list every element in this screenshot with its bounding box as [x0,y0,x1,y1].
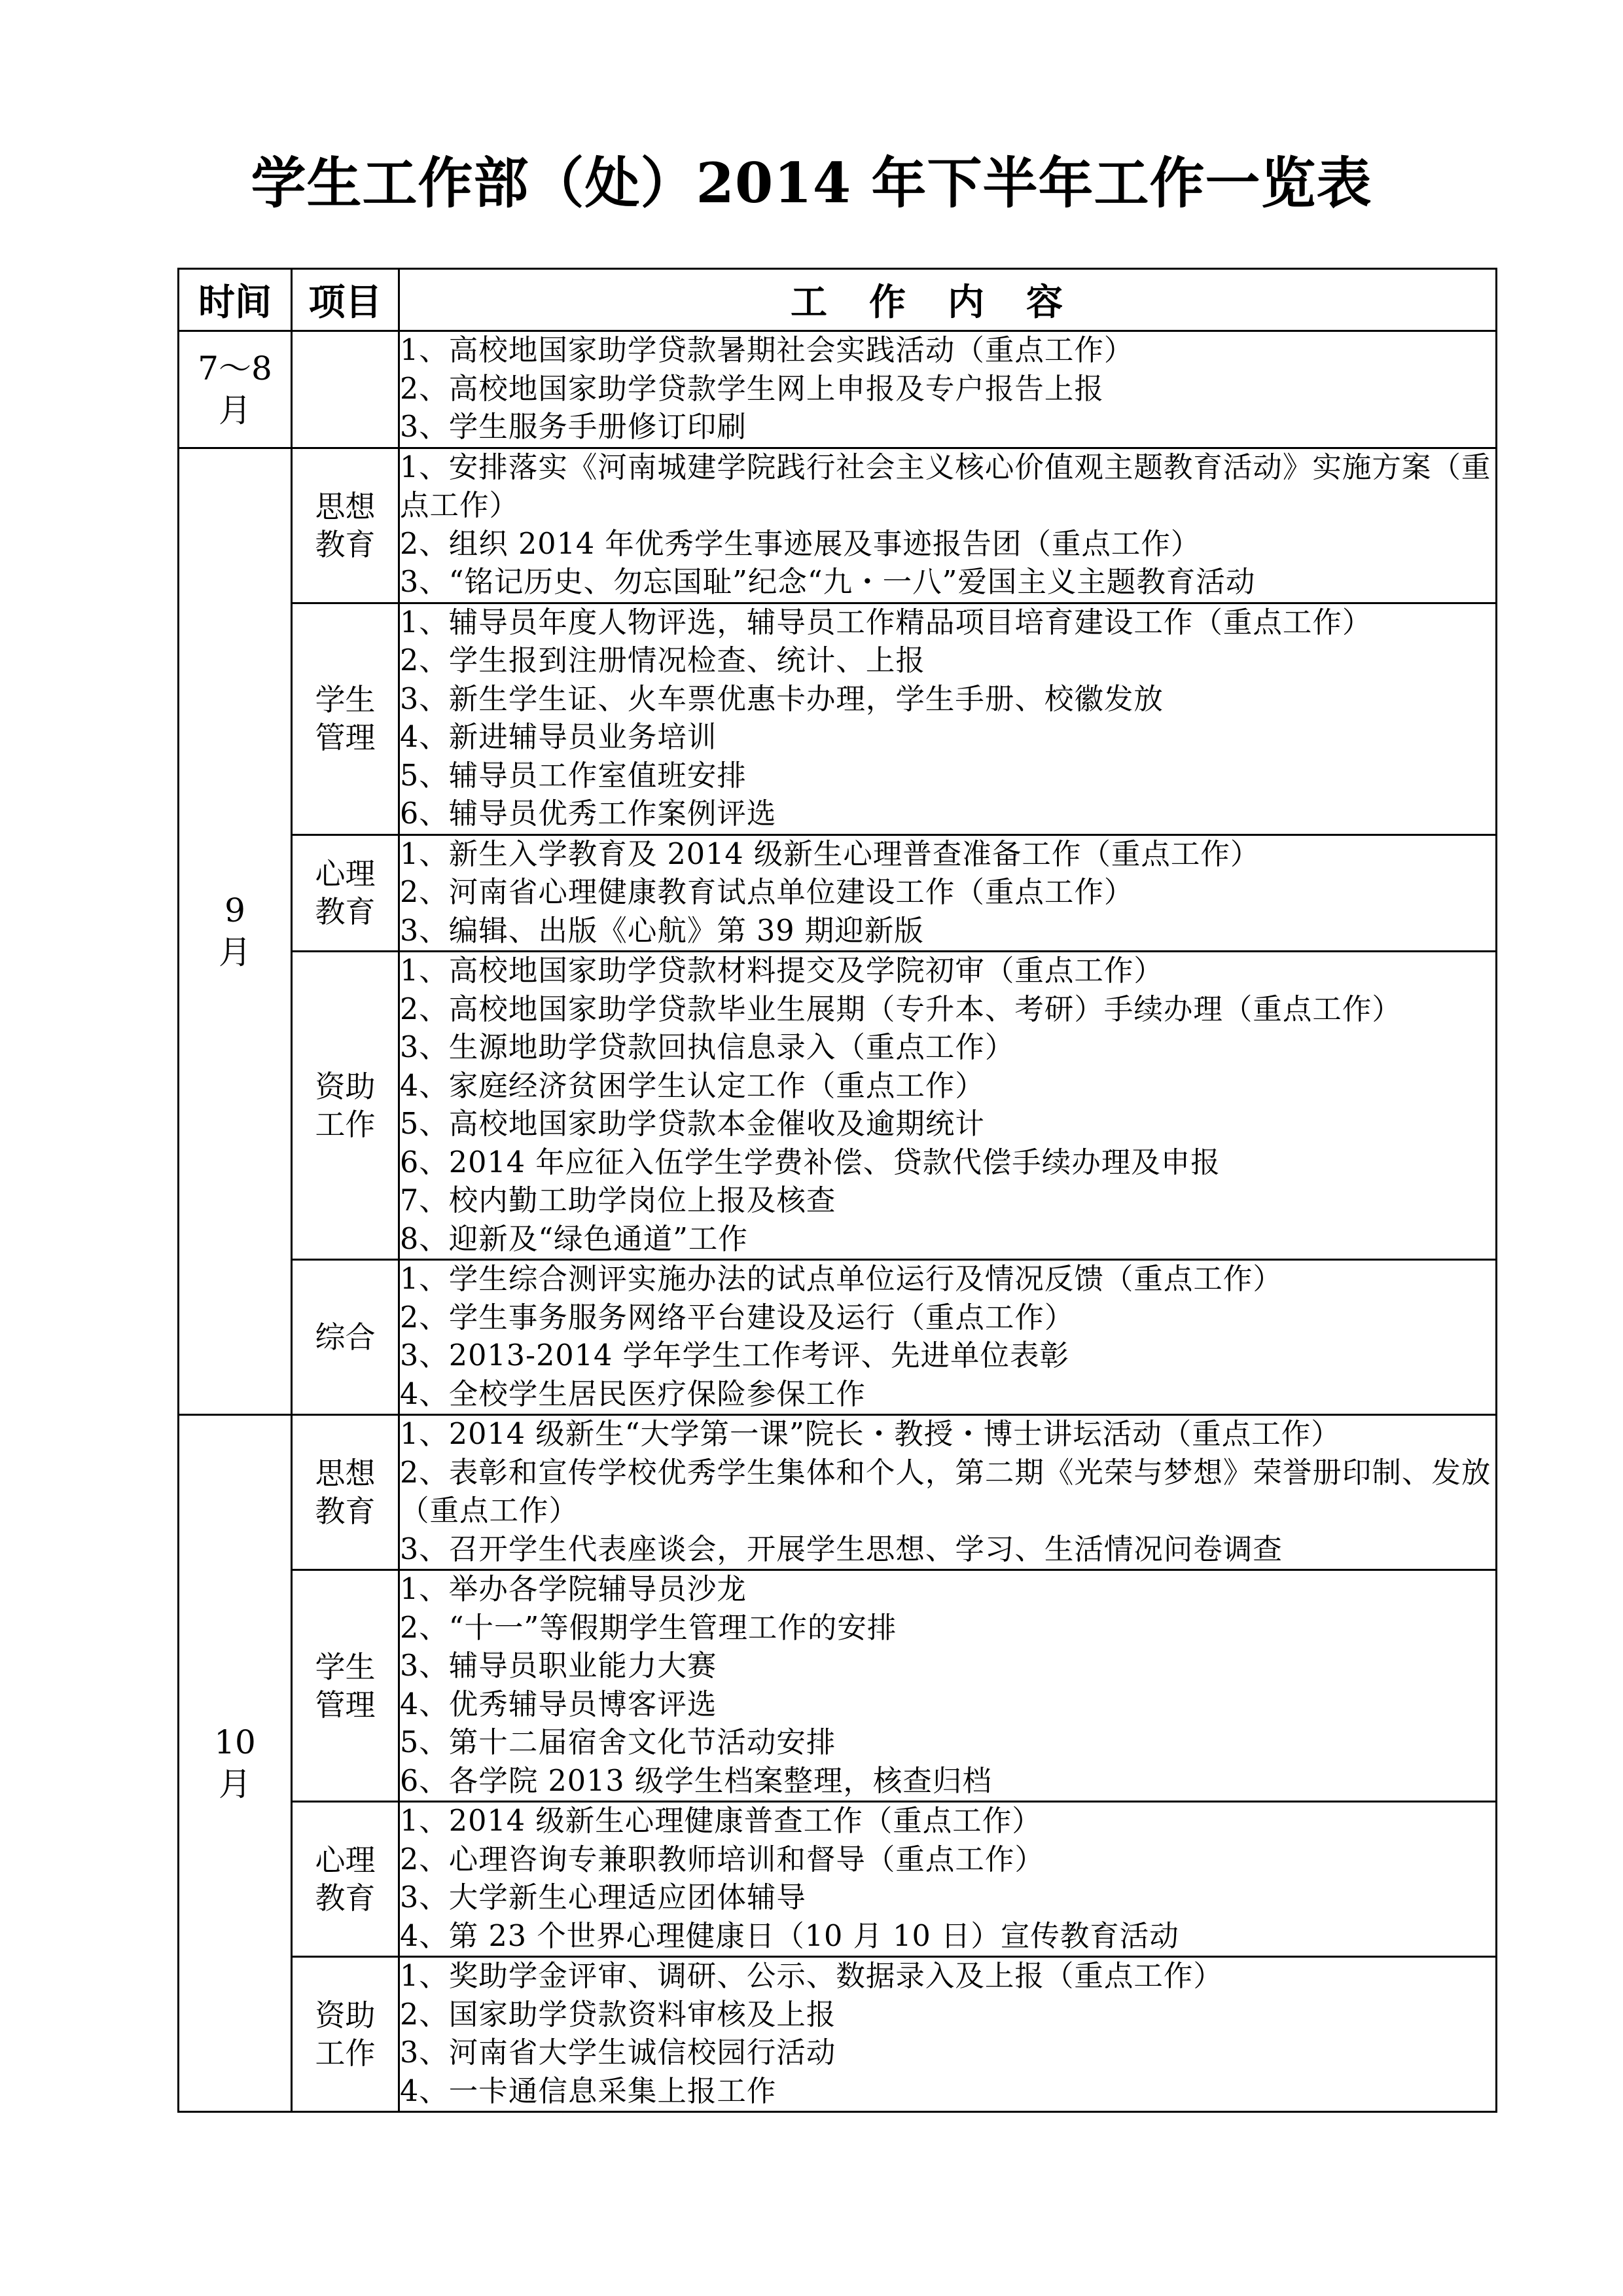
task-list [400,449,1495,602]
category-label: 心理 [315,856,376,892]
table-row [179,1415,1497,1570]
table-row [179,1260,1497,1415]
content-cell [399,1570,1497,1802]
content-cell [399,1957,1497,2112]
header-item: 项目 [292,269,399,331]
table-row [179,331,1497,448]
header-content: 工作内容 [399,269,1497,331]
task-item: 1、高校地国家助学贷款暑期社会实践活动（重点工作） [400,334,1134,367]
category-label: 工作 [315,1107,376,1142]
task-item: 5、辅导员工作室值班安排 [400,759,747,793]
category-label: 教育 [315,526,376,562]
task-list [400,1958,1495,2111]
table-row [179,1802,1497,1957]
content-cell [399,448,1497,603]
category-label: 教育 [315,1494,376,1529]
page-title: 学生工作部（处）2014 年下半年工作一览表 [251,151,1372,215]
month-label: 月 [219,1765,251,1803]
task-item: 1、学生综合测评实施办法的试点单位运行及情况反馈（重点工作） [400,1263,1283,1296]
category-cell [292,1957,399,2112]
content-cell [399,952,1497,1260]
category-cell [292,1570,399,1802]
task-list [400,1416,1495,1569]
task-item: 2、“十一”等假期学生管理工作的安排 [400,1611,897,1645]
task-item: 4、一卡通信息采集上报工作 [400,2074,777,2108]
task-item: 6、各学院 2013 级学生档案整理，核查归档 [400,1764,992,1798]
task-list [400,1803,1495,1956]
task-item: 2、组织 2014 年优秀学生事迹展及事迹报告团（重点工作） [400,527,1201,561]
task-item: 3、河南省大学生诚信校园行活动 [400,2036,836,2070]
category-label: 教育 [315,1880,376,1916]
task-item: 2、高校地国家助学贷款毕业生展期（专升本、考研）手续办理（重点工作） [400,992,1402,1026]
table-row [179,952,1497,1260]
task-item: 1、举办各学院辅导员沙龙 [400,1573,747,1606]
task-item: 3、辅导员职业能力大赛 [400,1649,717,1683]
task-list [400,604,1495,834]
task-item: 4、全校学生居民医疗保险参保工作 [400,1377,866,1411]
task-item: 8、迎新及“绿色通道”工作 [400,1222,748,1256]
task-item: 5、第十二届宿舍文化节活动安排 [400,1726,836,1759]
task-list [400,836,1495,951]
category-cell [292,603,399,834]
category-cell [292,448,399,603]
content-cell [399,331,1497,448]
task-item: 2、心理咨询专兼职教师培训和督导（重点工作） [400,1842,1044,1876]
task-item: 4、家庭经济贫困学生认定工作（重点工作） [400,1069,985,1103]
task-item: 3、新生学生证、火车票优惠卡办理，学生手册、校徽发放 [400,682,1164,716]
month-label: 月 [219,391,251,429]
table-row [179,448,1497,603]
category-label: 工作 [315,2036,376,2071]
category-label: 学生 [315,1649,376,1685]
task-item: 1、奖助学金评审、调研、公示、数据录入及上报（重点工作） [400,1960,1223,1993]
task-item: 3、2013-2014 学年学生工作考评、先进单位表彰 [400,1339,1069,1372]
task-item: 6、2014 年应征入伍学生学费补偿、贷款代偿手续办理及申报 [400,1145,1221,1179]
category-cell [292,952,399,1260]
task-item: 1、2014 级新生“大学第一课”院长・教授・博士讲坛活动（重点工作） [400,1418,1341,1451]
task-item: 2、河南省心理健康教育试点单位建设工作（重点工作） [400,876,1134,909]
content-cell [399,1802,1497,1957]
task-item: 2、高校地国家助学贷款学生网上申报及专户报告上报 [400,372,1104,406]
table-row [179,1957,1497,2112]
task-item: 3、“铭记历史、勿忘国耻”纪念“九・一八”爱国主义主题教育活动 [400,565,1256,599]
category-cell [292,1415,399,1570]
task-item: 3、大学新生心理适应团体辅导 [400,1881,806,1914]
task-item: 6、辅导员优秀工作案例评选 [400,797,777,831]
category-label: 教育 [315,894,376,930]
header-row [179,269,1497,331]
month-cell [179,1415,292,2112]
month-label: 月 [219,933,251,971]
month-cell [179,448,292,1415]
category-cell [292,331,399,448]
task-item: 1、高校地国家助学贷款材料提交及学院初审（重点工作） [400,954,1164,988]
task-item: 4、第 23 个世界心理健康日（10 月 10 日）宣传教育活动 [400,1919,1179,1953]
task-list [400,332,1495,447]
table-row [179,603,1497,834]
table-row [179,834,1497,952]
month-label: 9 [224,891,245,929]
work-schedule-table [177,268,1497,2113]
task-item: 1、2014 级新生心理健康普查工作（重点工作） [400,1804,1042,1838]
task-list [400,952,1495,1259]
category-label: 资助 [315,1998,376,2033]
table-header [179,269,1497,331]
task-item: 1、辅导员年度人物评选，辅导员工作精品项目培育建设工作（重点工作） [400,605,1372,639]
task-item: 1、新生入学教育及 2014 级新生心理普查准备工作（重点工作） [400,837,1260,871]
category-cell [292,834,399,952]
category-label: 心理 [315,1842,376,1878]
task-list [400,1571,1495,1801]
content-cell [399,1260,1497,1415]
category-label: 学生 [315,682,376,717]
category-label: 管理 [315,720,376,755]
task-item: 2、学生报到注册情况检查、统计、上报 [400,644,925,677]
task-item: 7、校内勤工助学岗位上报及核查 [400,1184,836,1217]
category-label: 思想 [315,1456,376,1491]
task-list [400,1261,1495,1414]
content-cell [399,834,1497,952]
category-cell [292,1802,399,1957]
task-item: 3、学生服务手册修订印刷 [400,410,747,444]
category-label: 思想 [315,488,376,524]
category-label: 综合 [315,1319,376,1355]
task-item: 4、新进辅导员业务培训 [400,721,717,754]
table-body [179,331,1497,2112]
category-cell [292,1260,399,1415]
task-item: 2、学生事务服务网络平台建设及运行（重点工作） [400,1300,1075,1335]
task-item: 1、安排落实《河南城建学院践行社会主义核心价值观主题教育活动》实施方案（重点工作） [400,450,1491,522]
table-row [179,1570,1497,1802]
content-cell [399,1415,1497,1570]
task-item: 4、优秀辅导员博客评选 [400,1687,717,1721]
category-label: 资助 [315,1069,376,1104]
month-cell [179,331,292,448]
task-item: 3、编辑、出版《心航》第 39 期迎新版 [400,914,924,948]
task-item: 5、高校地国家助学贷款本金催收及逾期统计 [400,1107,985,1141]
month-label: 7～8 [198,349,272,387]
month-label: 10 [214,1723,256,1761]
category-label: 管理 [315,1687,376,1723]
task-item: 2、表彰和宣传学校优秀学生集体和个人，第二期《光荣与梦想》荣誉册印制、发放（重点工作） [400,1456,1491,1528]
content-cell [399,603,1497,834]
task-item: 2、国家助学贷款资料审核及上报 [400,1998,836,2032]
header-time: 时间 [179,269,292,331]
task-item: 3、召开学生代表座谈会，开展学生思想、学习、生活情况问卷调查 [400,1532,1283,1566]
task-item: 3、生源地助学贷款回执信息录入（重点工作） [400,1031,1015,1064]
